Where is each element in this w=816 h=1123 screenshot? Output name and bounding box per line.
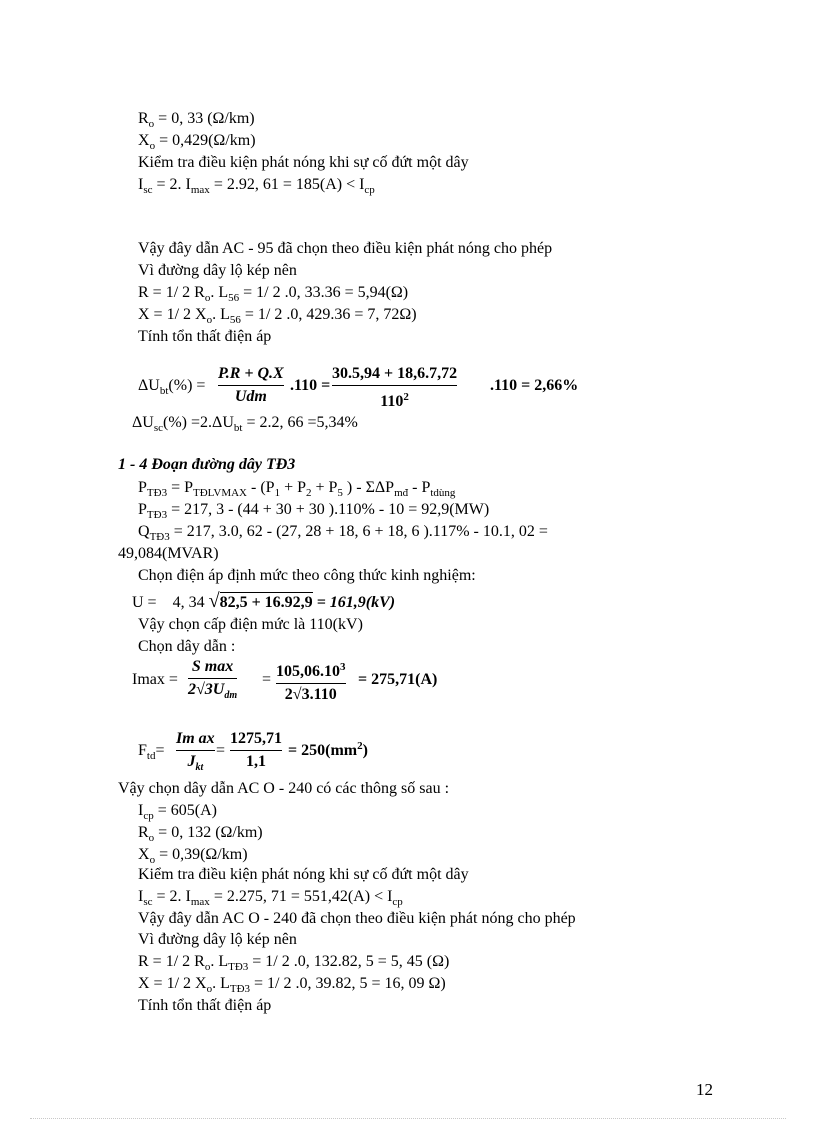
- x-formula-line-2: X = 1/ 2 $X_o$. $L_{TĐ3} = 1/$ 2 .0, 39.82, 5 = 16, 09 Ω): [138, 975, 446, 995]
- r-formula-line: R = 1/ 2 $R_o$. $L_{56} = 1/$ 2 .0, 33.36 = 5,94(Ω): [138, 284, 409, 304]
- delta-u-fraction-symbolic: P.R + Q.X Udm: [218, 365, 284, 405]
- qtd3-value: $Q_{TĐ3} = 217$, 3.0, 62 - (27, 28 + 18, 6 + 18, 6 ).117% - 10.1, 02 =: [138, 523, 548, 543]
- ftd-fraction-numeric: 1275,71 1,1: [230, 730, 282, 770]
- imax-lhs: Imax =: [132, 671, 178, 688]
- ftd-result: = $250(mm^2)$: [288, 740, 368, 759]
- ro-line: $R_o = 0$, 33 (Ω/km): [138, 110, 255, 130]
- delta-u-mid: .110 =: [290, 377, 331, 394]
- icp-line: $I_{cp} = 605(A)$: [138, 802, 217, 822]
- check-heating-line: Kiểm tra điều kiện phát nóng khi sự cố đứt một dây: [138, 154, 469, 171]
- ftd-lhs: $F_{td}=$: [138, 742, 165, 762]
- check-heating-line-2: Kiểm tra điều kiện phát nóng khi sự cố đứt một dây: [138, 866, 469, 883]
- x-formula-line: X = 1/ 2 $X_o$. $L_{56} = 1/$ 2 .0, 429.36 = 7, 72Ω): [138, 306, 417, 326]
- ftd-fraction-symbolic: Im ax $J_{kt}$: [176, 730, 215, 773]
- imax-fraction-symbolic: S max $2√3U_{dm}$: [188, 658, 238, 701]
- xo-line: $X_o = 0,429(\Omega/km)$: [138, 132, 256, 152]
- delta-u-fraction-numeric: 30.5,94 + 18,6.7,72 $110^2$: [332, 365, 458, 410]
- r-formula-line-2: R = 1/ 2 $R_o$. $L_{TĐ3} = 1/$ 2 .0, 132.82, 5 = 5, 45 (Ω): [138, 953, 450, 973]
- voltage-level-line: Vậy chọn cấp điện mức là 110(kV): [138, 616, 363, 633]
- ro-line-2: $R_o = 0$, 132 (Ω/km): [138, 824, 263, 844]
- conductor-select-line: Vậy chọn dây dẫn AC O - 240 có các thông số sau :: [118, 780, 450, 797]
- imax-fraction-numeric: 105,06.10$^3$ 2√3.110: [276, 661, 346, 703]
- choose-conductor-line: Chọn dây dẫn :: [138, 638, 236, 655]
- double-line-note: Vì đường dây lộ kép nên: [138, 262, 297, 279]
- imax-result: = 275,71(A): [358, 671, 438, 688]
- footer-divider: [30, 1118, 786, 1119]
- section-heading: 1 - 4 Đoạn đường dây TĐ3: [118, 456, 296, 473]
- isc-line: $I_{sc} = 2$. $I_{max} = 2.92$, $61 = 185(A) < I_{cp}$: [138, 176, 375, 196]
- voltage-loss-title-2: Tính tổn thất điện áp: [138, 997, 272, 1014]
- delta-u-sc-line: $\Delta U_{sc}(\%) =2.\Delta U_{bt} = 2.2$, 66 =5,34%: [132, 414, 358, 434]
- xo-line-2: $X_o = 0,39(\Omega/km)$: [138, 846, 248, 866]
- page-number: 12: [696, 1080, 713, 1099]
- ptd3-formula: $P_{TĐ3} = P_{TĐLVMAX} - (P_1 + P_2 + P_5$ ) - $\Sigma\Delta P_{mđ} - P_{tdùng}$: [138, 479, 456, 499]
- conclusion-line-2: Vậy đây dẫn AC O - 240 đã chọn theo điều kiện phát nóng cho phép: [138, 910, 576, 927]
- equals-sign-2: =: [216, 742, 226, 759]
- conclusion-line: Vậy đây dẫn AC - 95 đã chọn theo điều kiện phát nóng cho phép: [138, 240, 553, 257]
- delta-u-result: .110 = 2,66%: [490, 377, 579, 394]
- double-line-note-2: Vì đường dây lộ kép nên: [138, 931, 297, 948]
- delta-u-lhs: $\Delta U_{bt}(\%)$ =: [138, 377, 206, 397]
- voltage-loss-title: Tính tổn thất điện áp: [138, 328, 272, 345]
- ptd3-value: $P_{TĐ3} = 217$, 3 - (44 + 30 + 30 ).110% - 10 = 92,9(MW): [138, 501, 490, 521]
- voltage-selection-line: Chọn điện áp định mức theo công thức kinh nghiệm:: [138, 567, 476, 584]
- qtd3-continuation: 49,084(MVAR): [118, 545, 219, 562]
- equals-sign: =: [262, 671, 272, 688]
- isc-line-2: $I_{sc} = 2$. $I_{max} = 2.275$, $71 = 551,42(A) < I_{cp}$: [138, 888, 403, 908]
- u-formula: U = 4, 34 √82,5 + 16.92,9 = 161,9(kV): [132, 590, 396, 612]
